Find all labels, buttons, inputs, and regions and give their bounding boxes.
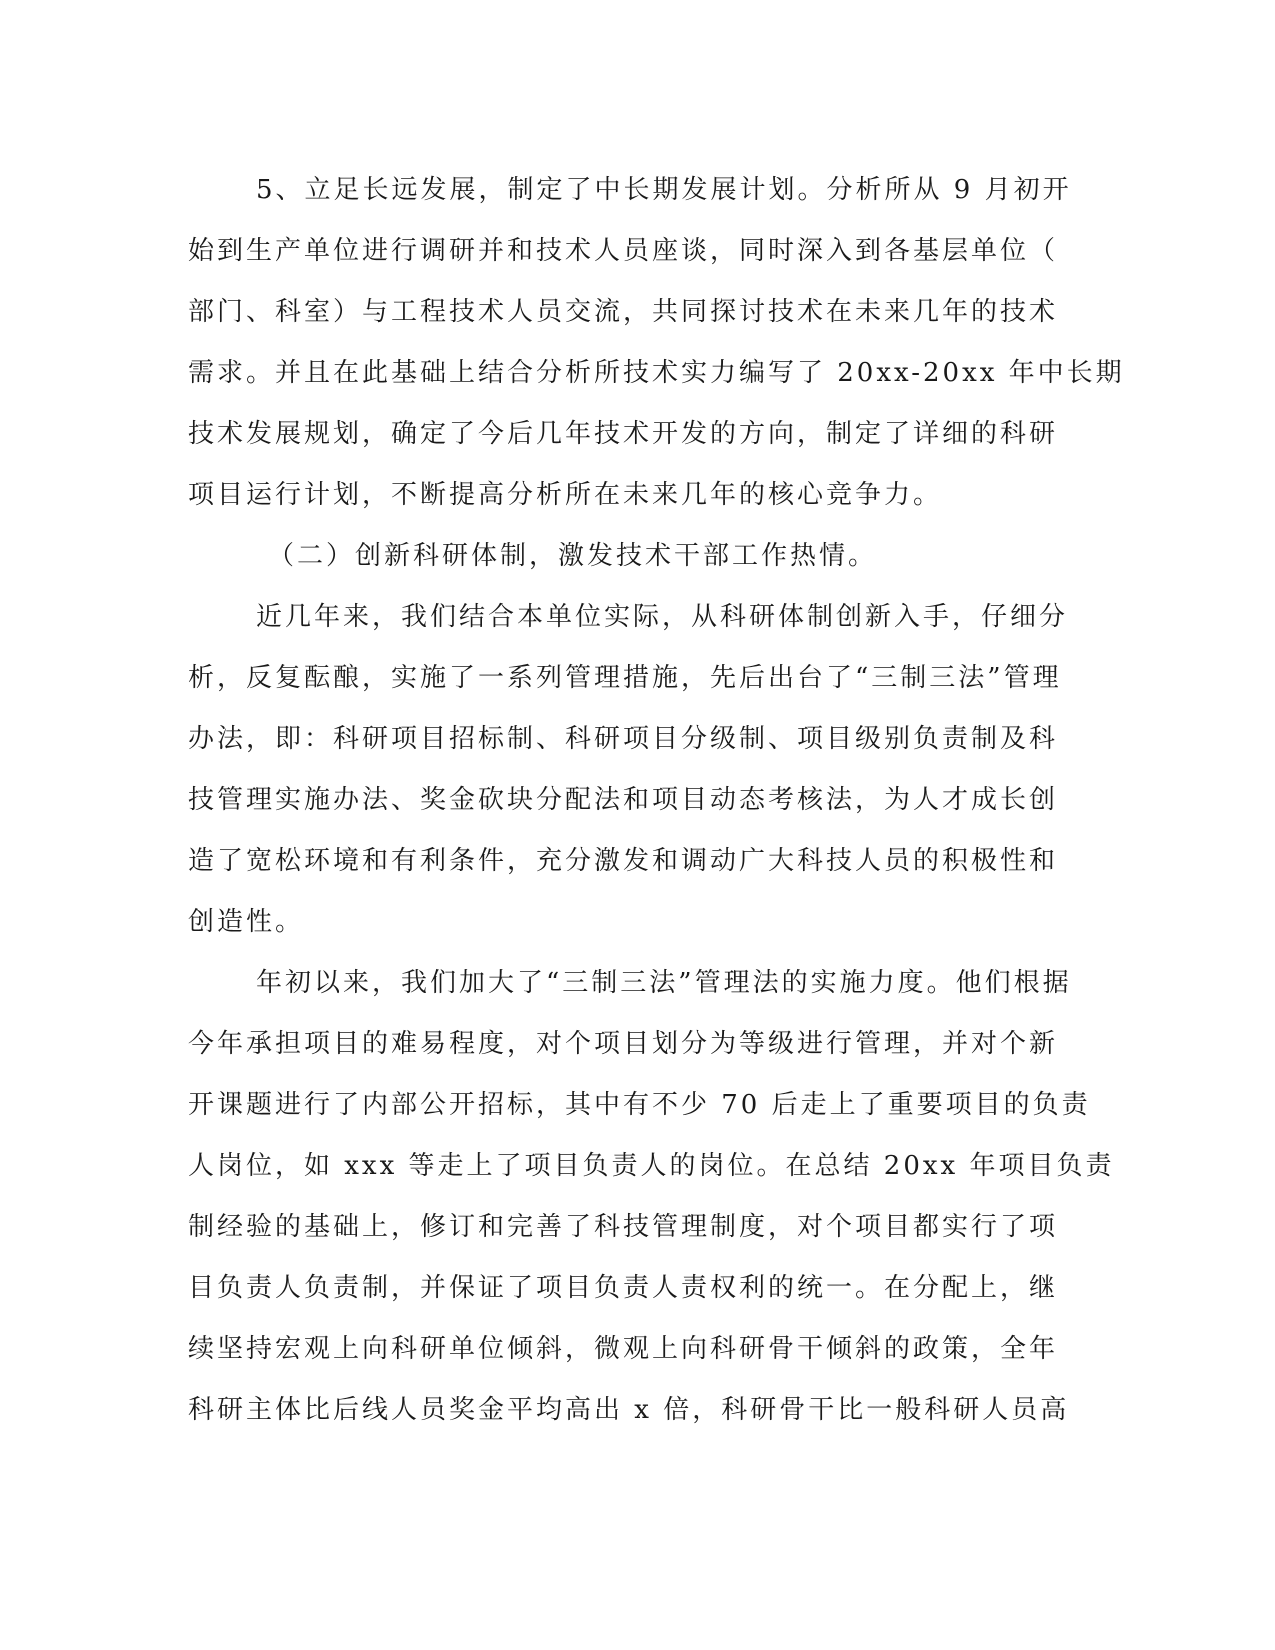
text-line: 析，反复酝酿，实施了一系列管理措施，先后出台了“三制三法”管理	[188, 663, 1062, 693]
text-line: 5、立足长远发展，制定了中长期发展计划。分析所从 9 月初开	[256, 175, 1072, 205]
text-line: 办法，即：科研项目招标制、科研项目分级制、项目级别负责制及科	[188, 724, 1059, 754]
text-line: 近几年来，我们结合本单位实际，从科研体制创新入手，仔细分	[256, 602, 1069, 632]
text-line: 制经验的基础上，修订和完善了科技管理制度，对个项目都实行了项	[188, 1212, 1059, 1242]
section-heading	[188, 526, 1078, 587]
text-line: 需求。并且在此基础上结合分析所技术实力编写了 20xx-20xx 年中长期	[188, 358, 1125, 388]
text-line: 人岗位，如 xxx 等走上了项目负责人的岗位。在总结 20xx 年项目负责	[188, 1151, 1115, 1181]
text-line: 年初以来，我们加大了“三制三法”管理法的实施力度。他们根据	[256, 968, 1072, 998]
text-line: 造了宽松环境和有利条件，充分激发和调动广大科技人员的积极性和	[188, 846, 1059, 876]
paragraph-development-plan	[188, 160, 1125, 526]
text-line: 目负责人负责制，并保证了项目负责人责权利的统一。在分配上，继	[188, 1273, 1059, 1303]
text-line: 今年承担项目的难易程度，对个项目划分为等级进行管理，并对个新	[188, 1029, 1059, 1059]
document-body	[188, 160, 1125, 1441]
paragraph-implementation	[188, 953, 1115, 1441]
text-line: 部门、科室）与工程技术人员交流，共同探讨技术在未来几年的技术	[188, 297, 1059, 327]
text-line: 项目运行计划，不断提高分析所在未来几年的核心竞争力。	[188, 480, 943, 510]
text-line: 开课题进行了内部公开招标，其中有不少 70 后走上了重要项目的负责	[188, 1090, 1091, 1120]
text-line: 始到生产单位进行调研并和技术人员座谈，同时深入到各基层单位（	[188, 236, 1059, 266]
paragraph-system-innovation	[188, 587, 1078, 953]
section-heading-text: （二）创新科研体制，激发技术干部工作热情。	[268, 541, 878, 571]
text-line: 创造性。	[188, 907, 305, 937]
text-line: 技术发展规划，确定了今后几年技术开发的方向，制定了详细的科研	[188, 419, 1059, 449]
text-line: 续坚持宏观上向科研单位倾斜，微观上向科研骨干倾斜的政策，全年	[188, 1334, 1059, 1364]
text-line: 技管理实施办法、奖金砍块分配法和项目动态考核法，为人才成长创	[188, 785, 1059, 815]
text-line: 科研主体比后线人员奖金平均高出 x 倍，科研骨干比一般科研人员高	[188, 1395, 1070, 1425]
